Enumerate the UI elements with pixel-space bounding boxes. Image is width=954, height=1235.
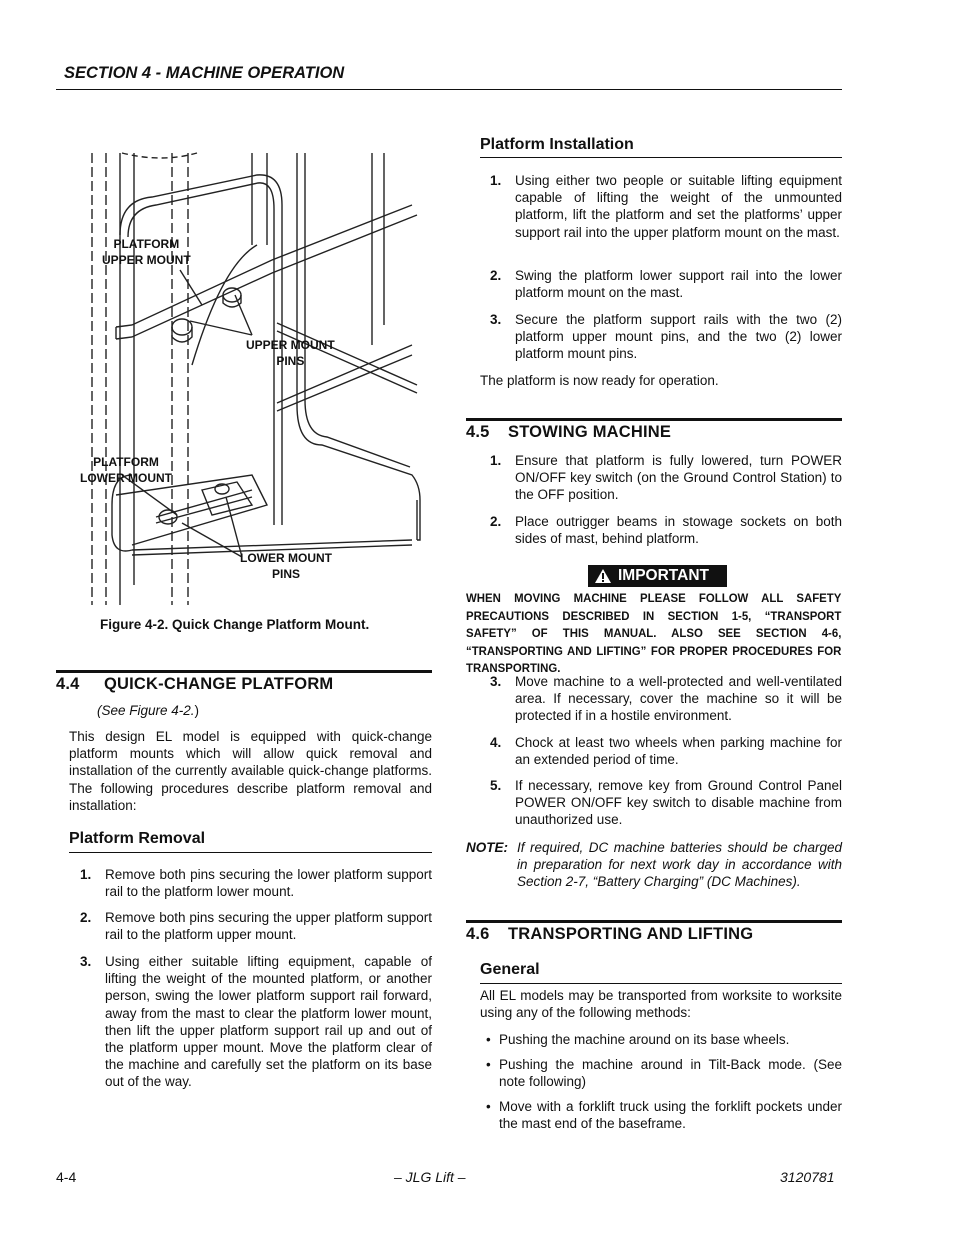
footer-page-number: 4-4 — [56, 1169, 77, 1185]
section-4-5-title: STOWING MACHINE — [508, 423, 672, 441]
section-4-6-rule — [466, 920, 842, 923]
platform-mount-drawing — [72, 145, 432, 605]
platform-removal-heading: Platform Removal — [69, 830, 206, 847]
header-rule — [56, 89, 842, 90]
general-heading: General — [480, 961, 540, 978]
label-platform-upper-mount: PLATFORM UPPER MOUNT — [102, 237, 191, 267]
figure-caption: Figure 4-2. Quick Change Platform Mount. — [100, 617, 370, 632]
section-4-5-number: 4.5 — [466, 423, 490, 441]
see-figure-text: (See Figure 4-2. — [97, 703, 195, 718]
general-intro: All EL models may be transported from worksite to worksite using any of the following methods: — [480, 988, 842, 1021]
platform-installation-rule — [480, 157, 842, 158]
section-4-4-rule — [56, 670, 432, 673]
platform-removal-rule — [69, 852, 432, 853]
platform-installation-heading: Platform Installation — [480, 136, 634, 153]
see-figure-ref — [97, 702, 199, 719]
label-platform-lower-mount: PLATFORM LOWER MOUNT — [80, 455, 172, 485]
label-upper-mount-pins: UPPER MOUNT PINS — [246, 338, 335, 368]
important-label: IMPORTANT — [618, 567, 709, 584]
section-4-6-number: 4.6 — [466, 925, 490, 943]
platform-mount-figure — [72, 145, 432, 605]
note-label: NOTE: — [466, 840, 508, 855]
note-text: If required, DC machine batteries should be charged in preparation for next work day in accordance with Section 2-7, “Battery Charging” (DC Machines). — [517, 840, 842, 890]
important-text: WHEN MOVING MACHINE PLEASE FOLLOW ALL SAFETY PRECAUTIONS DESCRIBED IN SECTION 1-5, “TRANSPORT SAFETY” OF THIS MANUAL. ALSO SEE SECTION 4-6, “TRANSPORTING AND LIFTING” FOR PROPER PROCEDURES FOR TRANSPORTING. — [466, 591, 842, 675]
warning-triangle-icon — [594, 568, 612, 584]
see-figure-close: ) — [194, 703, 200, 718]
label-lower-mount-pins: LOWER MOUNT PINS — [240, 551, 332, 581]
footer-center: – JLG Lift – — [394, 1169, 466, 1185]
section-4-4-title: QUICK-CHANGE PLATFORM — [104, 675, 334, 693]
important-badge — [588, 565, 727, 587]
section-4-6-title: TRANSPORTING AND LIFTING — [508, 925, 754, 943]
section-4-4-intro: This design EL model is equipped with quick-change platform mounts which will allow quick removal and installation of the currently available quick-change platforms. The following procedures describe platform removal and installation: — [69, 729, 432, 813]
installation-closing: The platform is now ready for operation. — [480, 373, 719, 388]
section-header: SECTION 4 - MACHINE OPERATION — [64, 64, 345, 82]
footer-doc-number: 3120781 — [780, 1169, 835, 1185]
general-rule — [480, 983, 842, 984]
section-4-5-rule — [466, 418, 842, 421]
section-4-4-number: 4.4 — [56, 675, 80, 693]
